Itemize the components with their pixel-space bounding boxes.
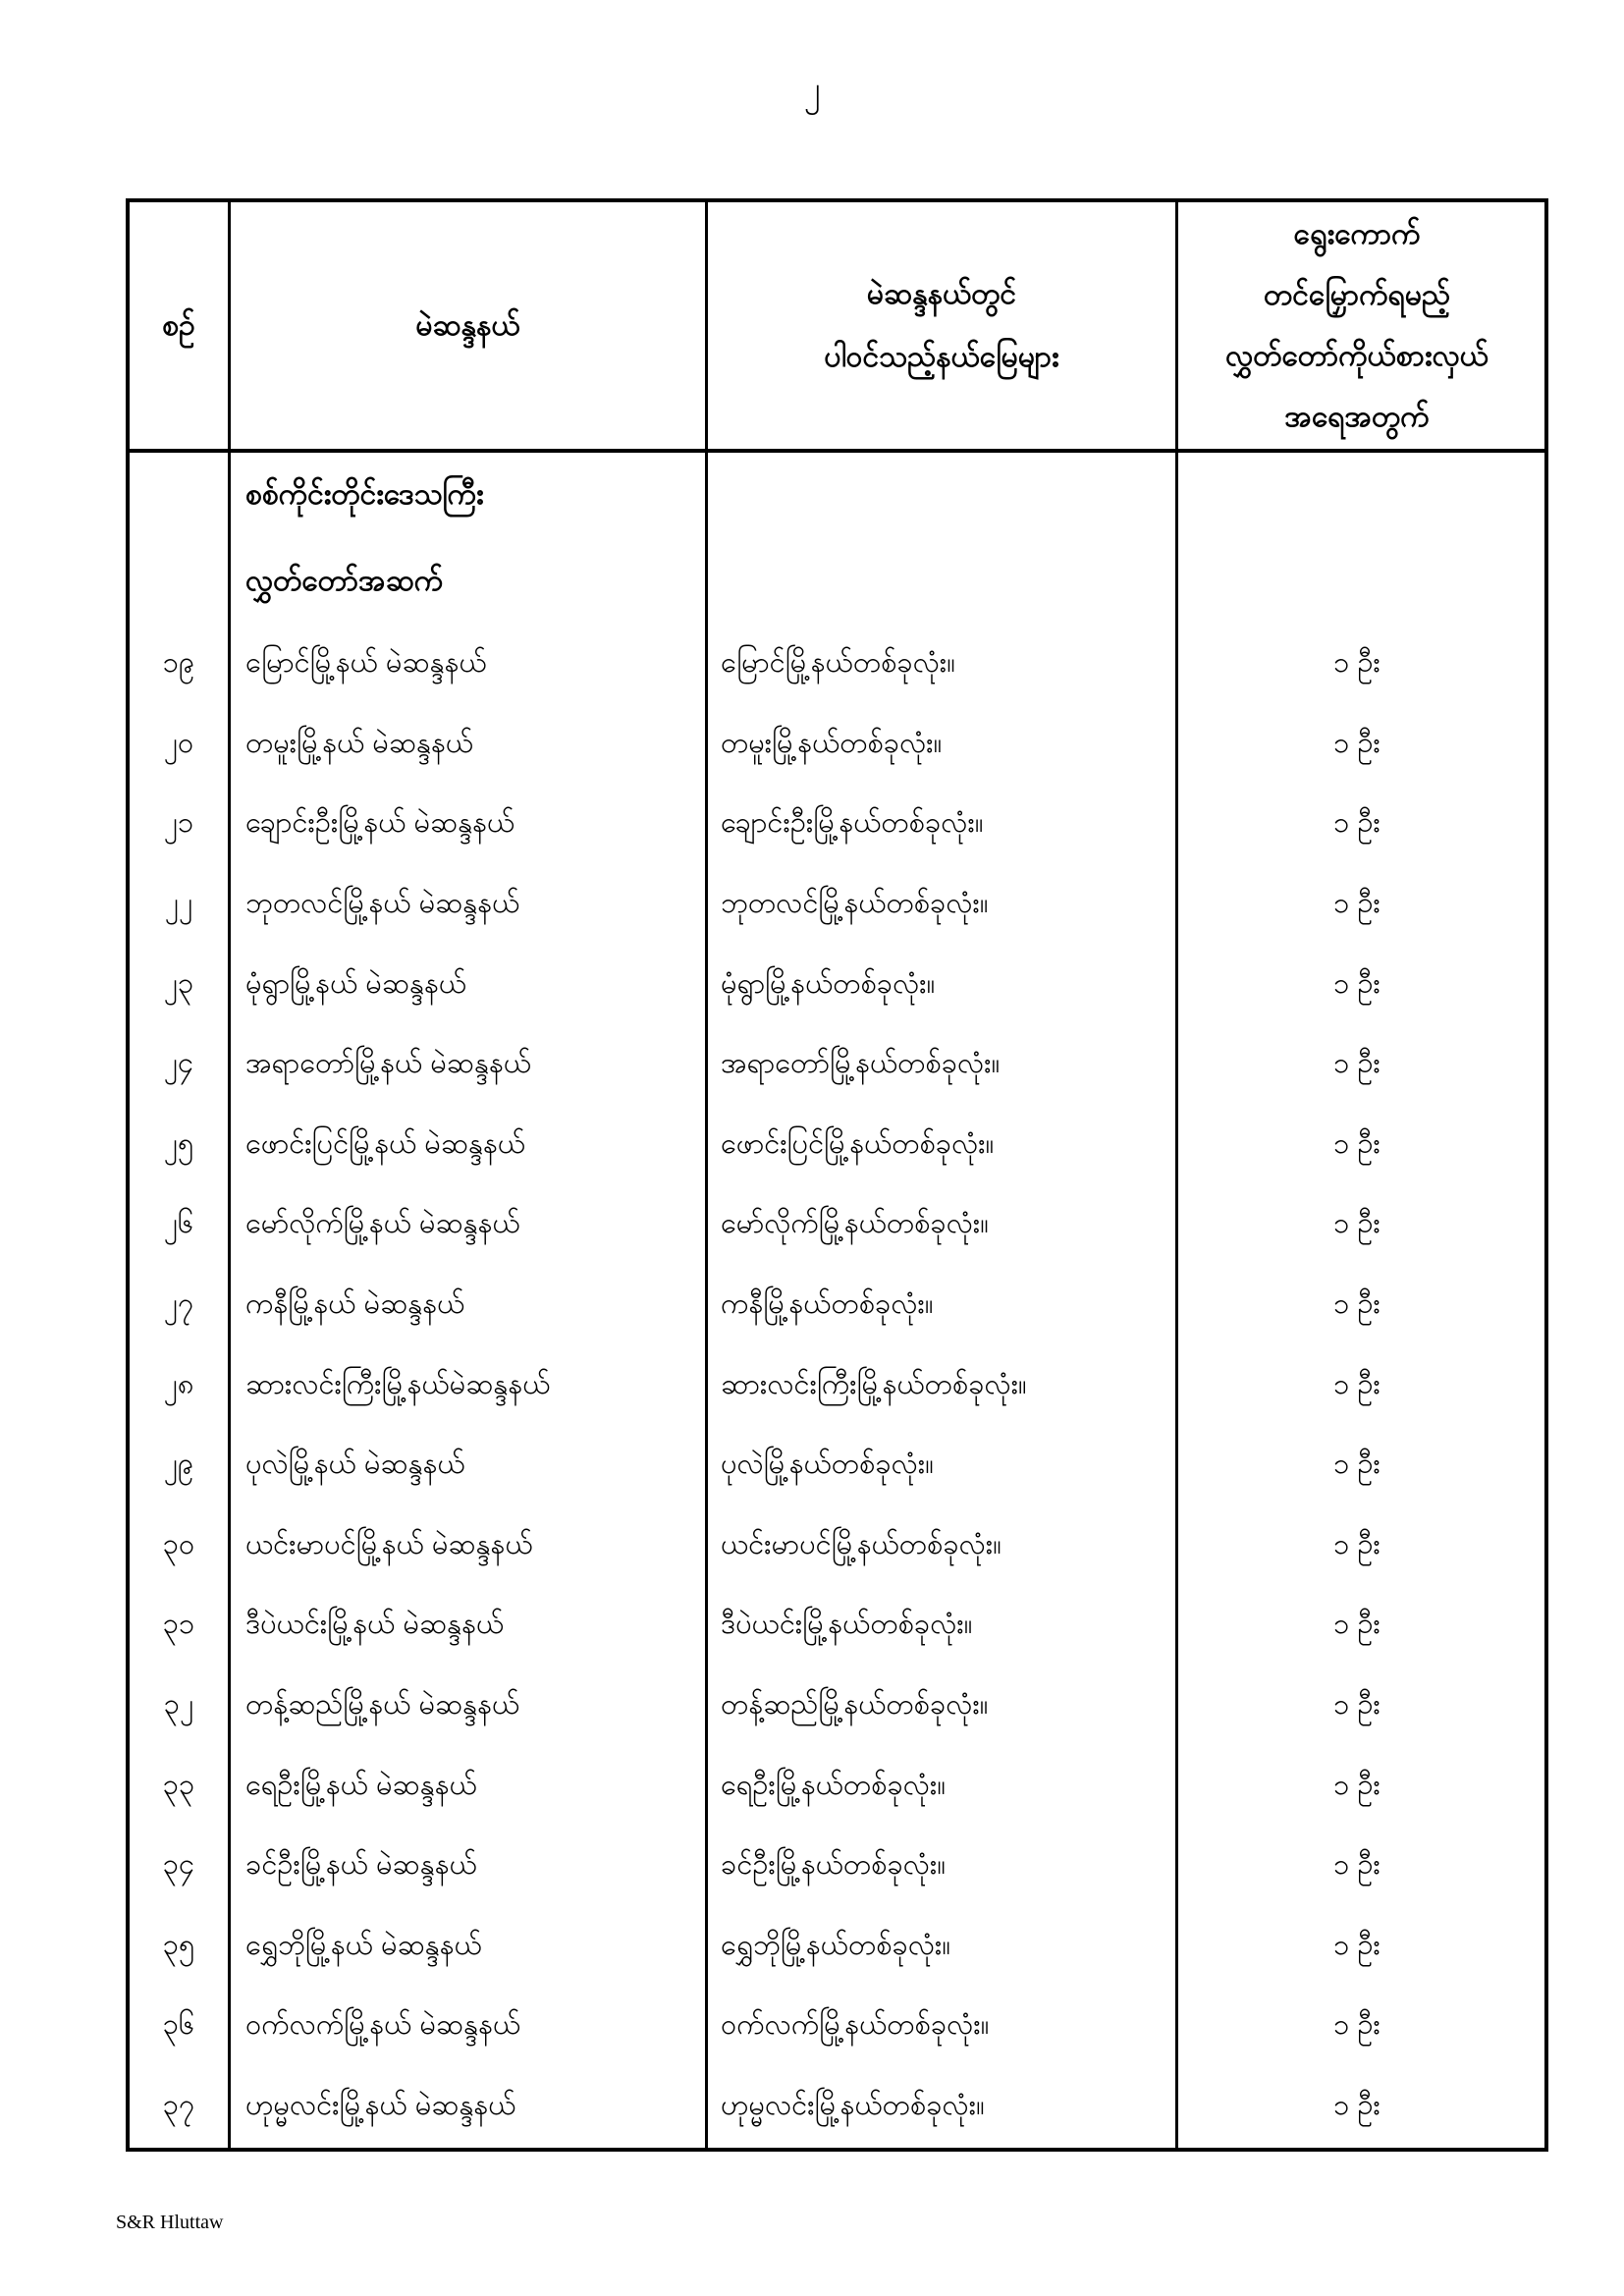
row-constituency: အရာတော်မြို့နယ် မဲဆန္ဒနယ် bbox=[228, 1026, 705, 1107]
row-representative-count: ၁ ဦး bbox=[1175, 1346, 1536, 1427]
table-row bbox=[130, 1186, 1544, 1267]
table-row bbox=[130, 626, 1544, 706]
row-representative-count: ၁ ဦး bbox=[1175, 1026, 1536, 1107]
row-number: ၂၇ bbox=[163, 1288, 194, 1321]
table-row bbox=[130, 1427, 1544, 1507]
section-header-row-1 bbox=[130, 453, 1544, 539]
row-number: ၂၆ bbox=[163, 1208, 194, 1240]
section-empty-no bbox=[130, 453, 228, 539]
header-count-line4: အရေအတွက် bbox=[1284, 400, 1430, 433]
constituency-table bbox=[126, 198, 1548, 2152]
row-constituency: မော်လိုက်မြို့နယ် မဲဆန္ဒနယ် bbox=[228, 1186, 705, 1267]
row-number: ၃၂ bbox=[163, 1689, 194, 1722]
row-areas: ဖောင်းပြင်မြို့နယ်တစ်ခုလုံး။ bbox=[705, 1107, 1175, 1187]
table-row bbox=[130, 1507, 1544, 1588]
table-row bbox=[130, 866, 1544, 947]
row-constituency: ရေဦးမြို့နယ် မဲဆန္ဒနယ် bbox=[228, 1747, 705, 1828]
row-constituency: ဒီပဲယင်းမြို့နယ် မဲဆန္ဒနယ် bbox=[228, 1587, 705, 1667]
section-empty-no bbox=[130, 539, 228, 626]
row-representative-count: ၁ ဦး bbox=[1175, 1107, 1536, 1187]
row-representative-count: ၁ ဦး bbox=[1175, 626, 1536, 706]
row-representative-count: ၁ ဦး bbox=[1175, 1747, 1536, 1828]
row-number: ၁၉ bbox=[162, 647, 195, 680]
row-constituency: မုံရွာမြို့နယ် မဲဆန္ဒနယ် bbox=[228, 946, 705, 1026]
row-constituency: ဖောင်းပြင်မြို့နယ် မဲဆန္ဒနယ် bbox=[228, 1107, 705, 1187]
row-representative-count: ၁ ဦး bbox=[1175, 1186, 1536, 1267]
row-constituency: ကနီမြို့နယ် မဲဆန္ဒနယ် bbox=[228, 1267, 705, 1347]
row-number: ၂၃ bbox=[163, 967, 194, 1000]
row-constituency: ဝက်လက်မြို့နယ် မဲဆန္ဒနယ် bbox=[228, 1988, 705, 2068]
row-areas: ဘုတလင်မြို့နယ်တစ်ခုလုံး။ bbox=[705, 866, 1175, 947]
section-header-row-2 bbox=[130, 539, 1544, 626]
section-empty-areas bbox=[705, 539, 1175, 626]
row-constituency: ခင်ဦးမြို့နယ် မဲဆန္ဒနယ် bbox=[228, 1828, 705, 1908]
row-areas: ရေဦးမြို့နယ်တစ်ခုလုံး။ bbox=[705, 1747, 1175, 1828]
row-constituency: ဘုတလင်မြို့နယ် မဲဆန္ဒနယ် bbox=[228, 866, 705, 947]
row-areas: ဝက်လက်မြို့နယ်တစ်ခုလုံး။ bbox=[705, 1988, 1175, 2068]
row-constituency: မြောင်မြို့နယ် မဲဆန္ဒနယ် bbox=[228, 626, 705, 706]
section-title-line1: စစ်ကိုင်းတိုင်းဒေသကြီး bbox=[228, 453, 705, 539]
page-number: ၂ bbox=[803, 71, 821, 108]
row-representative-count: ၁ ဦး bbox=[1175, 1908, 1536, 1989]
table-row bbox=[130, 786, 1544, 866]
header-cell-areas bbox=[705, 202, 1175, 449]
row-areas: ဆားလင်းကြီးမြို့နယ်တစ်ခုလုံး။ bbox=[705, 1346, 1175, 1427]
row-representative-count: ၁ ဦး bbox=[1175, 866, 1536, 947]
row-constituency: ယင်းမာပင်မြို့နယ် မဲဆန္ဒနယ် bbox=[228, 1507, 705, 1588]
row-areas: မော်လိုက်မြို့နယ်တစ်ခုလုံး။ bbox=[705, 1186, 1175, 1267]
table-body bbox=[130, 626, 1544, 2148]
row-number: ၂၁ bbox=[163, 807, 194, 840]
row-areas: အရာတော်မြို့နယ်တစ်ခုလုံး။ bbox=[705, 1026, 1175, 1107]
header-count-line3: လွှတ်တော်ကိုယ်စားလှယ် bbox=[1225, 339, 1489, 372]
row-areas: ပုလဲမြို့နယ်တစ်ခုလုံး။ bbox=[705, 1427, 1175, 1507]
header-no-label: စဉ် bbox=[162, 308, 195, 342]
row-areas: မြောင်မြို့နယ်တစ်ခုလုံး။ bbox=[705, 626, 1175, 706]
row-number: ၃၇ bbox=[162, 2089, 195, 2121]
table-row bbox=[130, 1587, 1544, 1667]
table-row bbox=[130, 946, 1544, 1026]
row-representative-count: ၁ ဦး bbox=[1175, 786, 1536, 866]
row-representative-count: ၁ ဦး bbox=[1175, 2068, 1536, 2149]
header-cell-count bbox=[1175, 202, 1536, 449]
row-areas: မုံရွာမြို့နယ်တစ်ခုလုံး။ bbox=[705, 946, 1175, 1026]
header-count-line2: တင်မြှောက်ရမည့် bbox=[1264, 278, 1450, 311]
row-number: ၃၃ bbox=[162, 1769, 195, 1801]
section-empty-count bbox=[1175, 539, 1536, 626]
row-number: ၃၆ bbox=[162, 2009, 195, 2042]
row-areas: တန့်ဆည်မြို့နယ်တစ်ခုလုံး။ bbox=[705, 1667, 1175, 1748]
row-representative-count: ၁ ဦး bbox=[1175, 1427, 1536, 1507]
table-row bbox=[130, 2068, 1544, 2149]
table-row bbox=[130, 1346, 1544, 1427]
header-cell-no bbox=[130, 202, 228, 449]
row-constituency: ပုလဲမြို့နယ် မဲဆန္ဒနယ် bbox=[228, 1427, 705, 1507]
row-areas: ရွှေဘိုမြို့နယ်တစ်ခုလုံး။ bbox=[705, 1908, 1175, 1989]
row-representative-count: ၁ ဦး bbox=[1175, 1267, 1536, 1347]
table-row bbox=[130, 1988, 1544, 2068]
row-constituency: ဟုမ္မလင်းမြို့နယ် မဲဆန္ဒနယ် bbox=[228, 2068, 705, 2149]
row-number: ၂၈ bbox=[163, 1368, 194, 1400]
header-areas-line1: မဲဆန္ဒနယ်တွင် bbox=[866, 277, 1017, 310]
section-title-line2: လွှတ်တော်အဆက် bbox=[228, 539, 705, 626]
section-empty-count bbox=[1175, 453, 1536, 539]
table-row bbox=[130, 1908, 1544, 1989]
table-row bbox=[130, 1107, 1544, 1187]
row-areas: ကနီမြို့နယ်တစ်ခုလုံး။ bbox=[705, 1267, 1175, 1347]
row-areas: ယင်းမာပင်မြို့နယ်တစ်ခုလုံး။ bbox=[705, 1507, 1175, 1588]
table-row bbox=[130, 1667, 1544, 1748]
row-representative-count: ၁ ဦး bbox=[1175, 1667, 1536, 1748]
table-row bbox=[130, 1267, 1544, 1347]
row-representative-count: ၁ ဦး bbox=[1175, 1828, 1536, 1908]
row-constituency: ဆားလင်းကြီးမြို့နယ်မဲဆန္ဒနယ် bbox=[228, 1346, 705, 1427]
row-representative-count: ၁ ဦး bbox=[1175, 946, 1536, 1026]
row-areas: တမူးမြို့နယ်တစ်ခုလုံး။ bbox=[705, 706, 1175, 787]
row-constituency: ချောင်းဦးမြို့နယ် မဲဆန္ဒနယ် bbox=[228, 786, 705, 866]
row-representative-count: ၁ ဦး bbox=[1175, 706, 1536, 787]
row-representative-count: ၁ ဦး bbox=[1175, 1988, 1536, 2068]
row-constituency: တန့်ဆည်မြို့နယ် မဲဆန္ဒနယ် bbox=[228, 1667, 705, 1748]
row-constituency: တမူးမြို့နယ် မဲဆန္ဒနယ် bbox=[228, 706, 705, 787]
row-number: ၂၂ bbox=[164, 888, 193, 920]
row-constituency: ရွှေဘိုမြို့နယ် မဲဆန္ဒနယ် bbox=[228, 1908, 705, 1989]
row-number: ၃၄ bbox=[162, 1849, 195, 1882]
row-areas: ချောင်းဦးမြို့နယ်တစ်ခုလုံး။ bbox=[705, 786, 1175, 866]
row-number: ၃၀ bbox=[162, 1528, 195, 1560]
table-header-row bbox=[130, 202, 1544, 453]
header-constituency-label: မဲဆန္ဒနယ် bbox=[415, 308, 520, 342]
table-row bbox=[130, 706, 1544, 787]
header-cell-constituency bbox=[228, 202, 705, 449]
footer-label: S&R Hluttaw bbox=[116, 2212, 224, 2233]
row-number: ၂၀ bbox=[163, 727, 194, 759]
row-number: ၃၁ bbox=[162, 1609, 195, 1641]
row-representative-count: ၁ ဦး bbox=[1175, 1587, 1536, 1667]
section-empty-areas bbox=[705, 453, 1175, 539]
row-number: ၂၉ bbox=[163, 1449, 194, 1481]
table-row bbox=[130, 1026, 1544, 1107]
row-number: ၂၄ bbox=[163, 1048, 194, 1080]
table-row bbox=[130, 1747, 1544, 1828]
row-number: ၃၅ bbox=[162, 1929, 195, 1961]
row-areas: ဟုမ္မလင်းမြို့နယ်တစ်ခုလုံး။ bbox=[705, 2068, 1175, 2149]
row-number: ၂၅ bbox=[163, 1127, 194, 1160]
header-areas-line2: ပါဝင်သည့်နယ်မြေများ bbox=[824, 340, 1059, 373]
row-representative-count: ၁ ဦး bbox=[1175, 1507, 1536, 1588]
row-areas: ခင်ဦးမြို့နယ်တစ်ခုလုံး။ bbox=[705, 1828, 1175, 1908]
header-count-line1: ရွေးကောက် bbox=[1293, 217, 1421, 250]
row-areas: ဒီပဲယင်းမြို့နယ်တစ်ခုလုံး။ bbox=[705, 1587, 1175, 1667]
table-row bbox=[130, 1828, 1544, 1908]
